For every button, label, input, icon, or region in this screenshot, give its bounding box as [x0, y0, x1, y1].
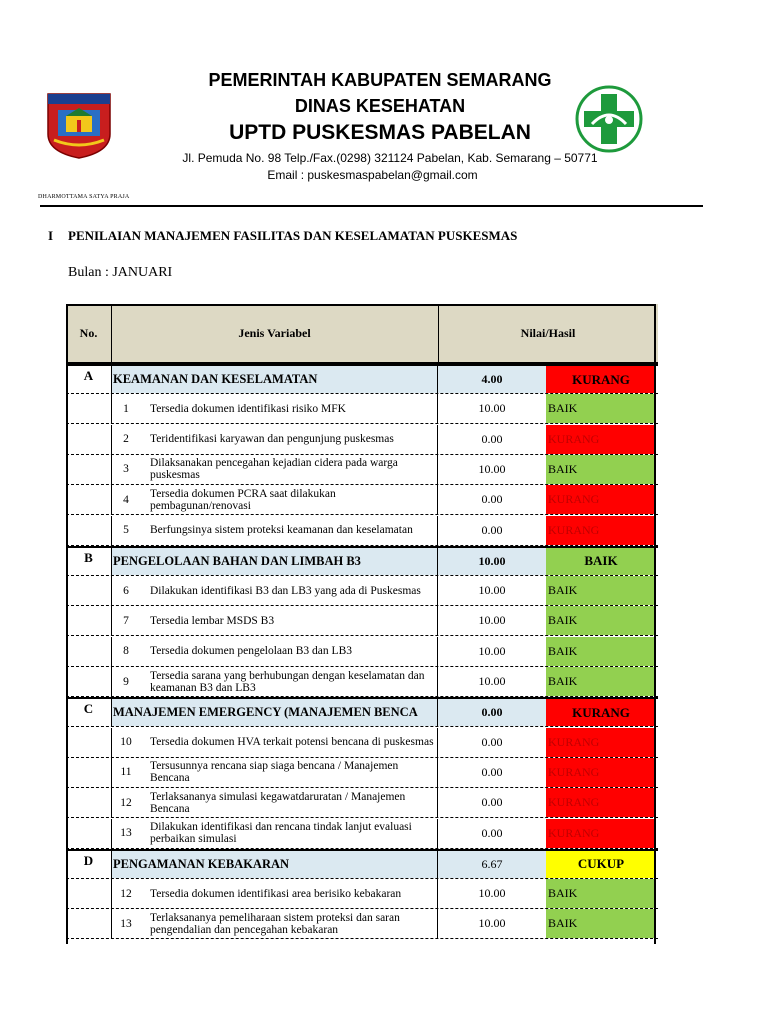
month-label: Bulan : JANUARI: [68, 265, 173, 280]
score-value: 0.00: [438, 699, 546, 726]
item-number: 11: [120, 766, 132, 779]
status-badge: KURANG: [546, 485, 656, 514]
item-number: 12: [120, 796, 132, 809]
section-row: [66, 849, 658, 879]
item-number: 8: [123, 645, 129, 658]
status-badge: BAIK: [546, 606, 656, 635]
score-value: 10.00: [478, 583, 506, 598]
item-text: Terlaksananya simulasi kegawatdaruratan / Manajemen Bencana: [150, 790, 406, 815]
table-row: [66, 879, 658, 909]
status-badge: BAIK: [546, 548, 656, 575]
section-label: KEAMANAN DAN KESELAMATAN: [113, 372, 318, 386]
status-badge: BAIK: [546, 455, 656, 484]
score-value: 10.00: [438, 548, 546, 575]
table-row: [66, 576, 658, 606]
item-number: 4: [123, 493, 129, 506]
item-text: Tersedia lembar MSDS B3: [150, 614, 275, 627]
motto-text: DHARMOTTAMA SATYA PRAJA: [38, 194, 130, 200]
table-row: [66, 425, 658, 455]
table-header: [66, 304, 658, 364]
score-value: 10.00: [478, 916, 506, 931]
item-number: 2: [123, 433, 129, 446]
score-value: 10.00: [478, 674, 506, 688]
table-row: [66, 516, 658, 546]
section-letter: D: [83, 852, 94, 868]
kabupaten-semarang-logo: [38, 90, 130, 200]
status-badge: KURANG: [546, 699, 656, 726]
score-value: 0.00: [481, 734, 503, 749]
item-text: Tersedia sarana yang berhubungan dengan keselamatan dan keamanan B3 dan LB3: [150, 669, 425, 694]
item-text: Tersedia dokumen HVA terkait potensi bencana di puskesmas: [150, 736, 434, 749]
score-value: 0.00: [481, 764, 503, 779]
table-row: [66, 728, 658, 758]
score-value: 10.00: [478, 461, 506, 476]
table-row: [66, 667, 658, 697]
item-text: Tersusunnya rencana siap siaga bencana / Manajemen Bencana: [150, 760, 399, 785]
item-number: 13: [120, 917, 132, 930]
table-row: [66, 485, 658, 515]
table-row: [66, 394, 658, 424]
section-label: PENGELOLAAN BAHAN DAN LIMBAH B3: [113, 553, 361, 568]
section-letter: C: [83, 701, 94, 717]
score-value: 0.00: [481, 522, 503, 537]
letterhead-email: Email : puskesmaspabelan@gmail.com: [267, 168, 478, 182]
status-badge: BAIK: [546, 637, 656, 666]
item-text: Dilaksanakan pencegahan kejadian cidera pada warga puskesmas: [150, 457, 398, 482]
status-badge: BAIK: [546, 879, 656, 908]
item-number: 13: [120, 827, 132, 839]
status-badge: BAIK: [546, 576, 656, 605]
item-text: Tersedia dokumen pengelolaan B3 dan LB3: [150, 645, 352, 658]
section-row: [66, 697, 658, 727]
header-jenis-variabel: Jenis Variabel: [111, 304, 439, 362]
score-value: 10.00: [478, 401, 506, 416]
item-text: Tersedia dokumen PCRA saat dilakukan pembagunan/renovasi: [150, 487, 336, 512]
section-row: [66, 546, 658, 576]
table-row: [66, 909, 658, 939]
section-title: PENILAIAN MANAJEMEN FASILITAS DAN KESELAMATAN PUSKESMAS: [68, 228, 518, 243]
item-number: 9: [123, 675, 129, 688]
status-badge: BAIK: [546, 667, 656, 696]
section-label: MANAJEMEN EMERGENCY (MANAJEMEN BENCA: [113, 705, 418, 720]
item-text: Tersedia dokumen identifikasi risiko MFK: [150, 402, 346, 415]
item-number: 7: [123, 614, 129, 627]
item-number: 6: [123, 584, 129, 597]
item-text: Teridentifikasi karyawan dan pengunjung puskesmas: [150, 433, 394, 446]
status-badge: BAIK: [546, 909, 656, 938]
letterhead-address: Jl. Pemuda No. 98 Telp./Fax.(0298) 321124 Pabelan, Kab. Semarang – 50771: [182, 151, 598, 165]
item-text: Tersedia dokumen identifikasi area berisiko kebakaran: [150, 887, 402, 900]
item-number: 10: [120, 736, 132, 749]
score-value: 10.00: [478, 886, 506, 901]
status-badge: KURANG: [546, 425, 656, 454]
item-number: 3: [123, 463, 129, 476]
score-value: 10.00: [478, 613, 506, 628]
table-row: [66, 819, 658, 849]
header-nilai-hasil: Nilai/Hasil: [520, 325, 576, 340]
table-row: [66, 606, 658, 636]
header-no: No.: [66, 304, 112, 362]
status-badge: BAIK: [546, 394, 656, 423]
section-number: I: [48, 228, 54, 243]
item-text: Terlaksananya pemeliharaan sistem proteksi dan saran pengendalian dan pencegahan kebakaran: [150, 911, 400, 936]
section-label: PENGAMANAN KEBAKARAN: [113, 856, 290, 871]
status-badge: KURANG: [546, 366, 656, 393]
status-badge: CUKUP: [546, 851, 656, 878]
item-number: 5: [123, 524, 129, 536]
letterhead-divider: [40, 205, 703, 207]
item-number: 1: [123, 402, 129, 415]
letterhead-institution: UPTD PUSKESMAS PABELAN: [229, 121, 531, 144]
item-text: Dilakukan identifikasi dan rencana tindak lanjut evaluasi perbaikan simulasi: [150, 821, 412, 845]
score-value: 0.00: [481, 795, 503, 810]
score-value: 4.00: [438, 366, 546, 393]
status-badge: KURANG: [546, 788, 656, 817]
section-letter: B: [84, 549, 93, 565]
letterhead-department: DINAS KESEHATAN: [294, 96, 466, 116]
status-badge: KURANG: [546, 819, 656, 848]
status-badge: KURANG: [546, 728, 656, 757]
table-row: [66, 637, 658, 667]
status-badge: KURANG: [546, 516, 656, 545]
table-row: [66, 788, 658, 818]
table-row: [66, 455, 658, 485]
item-text: Dilakukan identifikasi B3 dan LB3 yang ada di Puskesmas: [150, 584, 421, 597]
section-letter: A: [83, 368, 94, 383]
table-row: [66, 758, 658, 788]
item-text: Berfungsinya sistem proteksi keamanan dan keselamatan: [150, 524, 413, 536]
letterhead-government: PEMERINTAH KABUPATEN SEMARANG: [208, 70, 552, 90]
score-value: 6.67: [438, 851, 546, 878]
score-value: 0.00: [481, 492, 503, 507]
score-value: 0.00: [481, 431, 503, 446]
item-number: 12: [120, 887, 132, 900]
status-badge: KURANG: [546, 758, 656, 787]
score-value: 10.00: [478, 643, 506, 658]
section-row: [66, 364, 658, 394]
score-value: 0.00: [481, 825, 503, 840]
